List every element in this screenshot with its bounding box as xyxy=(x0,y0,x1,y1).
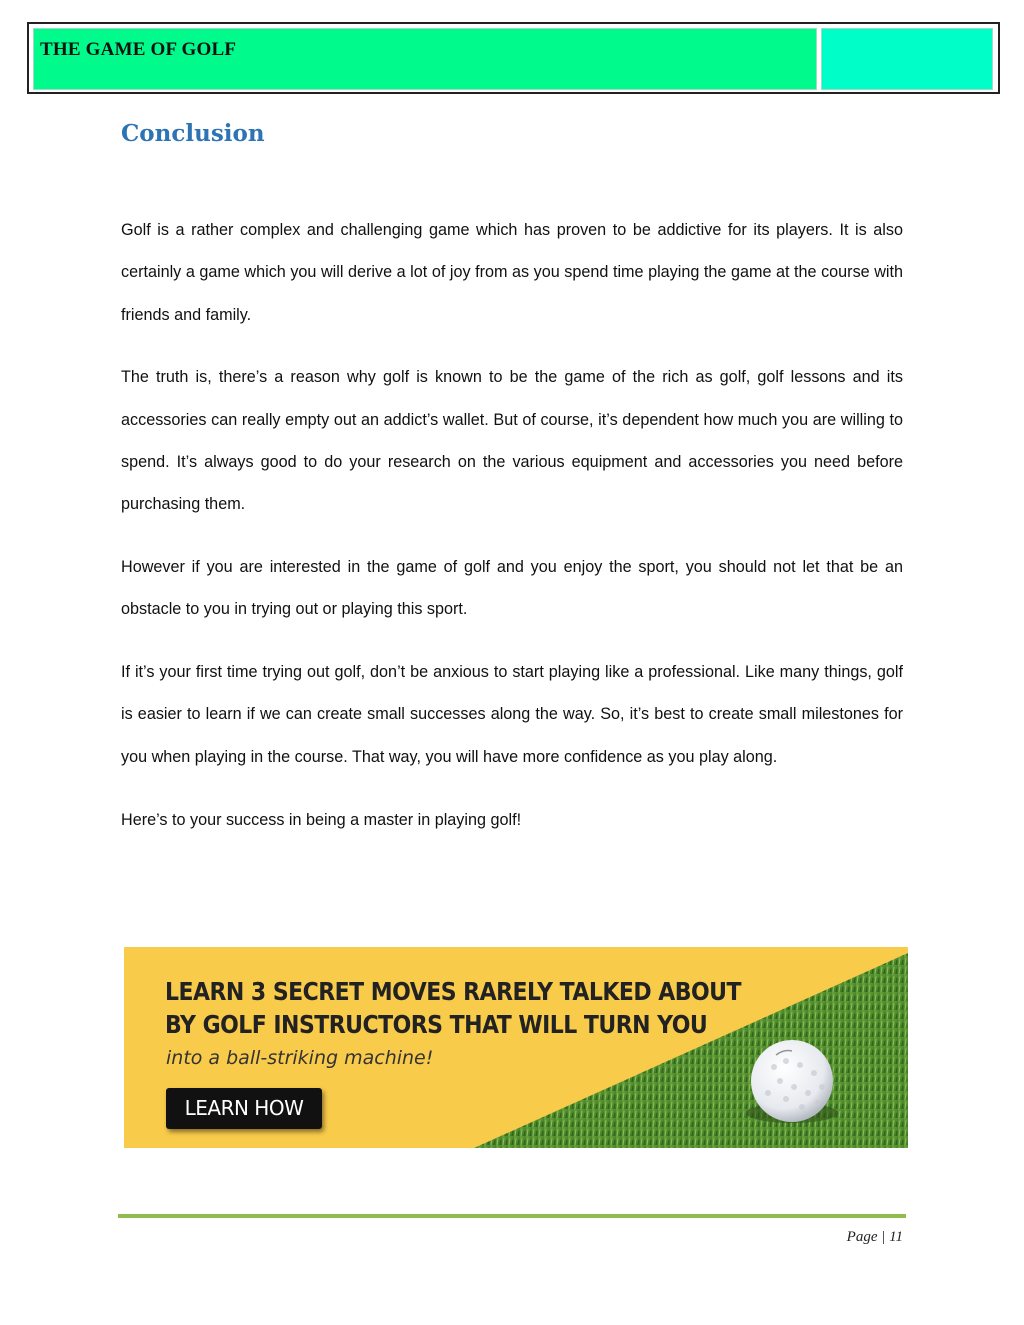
body-text xyxy=(121,209,903,861)
banner-subtitle: into a ball-striking machine! xyxy=(166,1047,434,1069)
page-separator: | xyxy=(881,1229,886,1245)
header-title: THE GAME OF GOLF xyxy=(40,39,237,60)
header-title-cell xyxy=(33,28,817,90)
paragraph: If it’s your first time trying out golf, don’t be anxious to start playing like a professional. Like many things, golf is easier to learn if we can create small successes along the way. So, it’s best to create small milestones for you when playing in the course. That way, you will have more confidence as you play along. xyxy=(121,663,903,766)
paragraph: Here’s to your success in being a master in playing golf! xyxy=(121,810,522,829)
section-heading: Conclusion xyxy=(121,120,265,147)
golf-ball-icon xyxy=(751,1040,833,1122)
banner-headline-line-2: BY GOLF INSTRUCTORS THAT WILL TURN YOU xyxy=(165,1010,708,1039)
page-label: Page xyxy=(846,1229,878,1245)
paragraph: The truth is, there’s a reason why golf is known to be the game of the rich as golf, golf lessons and its accessories can really empty out an addict’s wallet. But of course, it’s dependent how much you are willing to spend. It’s always good to do your research on the various equipment and accessories you need before purchasing them. xyxy=(121,368,903,514)
header-side-cell xyxy=(821,28,993,90)
page-number xyxy=(847,1229,903,1246)
paragraph: However if you are interested in the game of golf and you enjoy the sport, you should not let that be an obstacle to you in trying out or playing this sport. xyxy=(121,558,903,619)
footer-divider xyxy=(118,1214,906,1218)
learn-how-button[interactable]: LEARN HOW xyxy=(166,1088,322,1129)
header-frame xyxy=(27,22,1000,94)
banner-headline-line-1: LEARN 3 SECRET MOVES RARELY TALKED ABOUT xyxy=(165,977,741,1006)
ad-banner[interactable] xyxy=(124,947,908,1148)
page-number-value: 11 xyxy=(889,1229,903,1245)
paragraph: Golf is a rather complex and challenging game which has proven to be addictive for its players. It is also certainly a game which you will derive a lot of joy from as you spend time playing the game at the course with friends and family. xyxy=(121,221,903,324)
